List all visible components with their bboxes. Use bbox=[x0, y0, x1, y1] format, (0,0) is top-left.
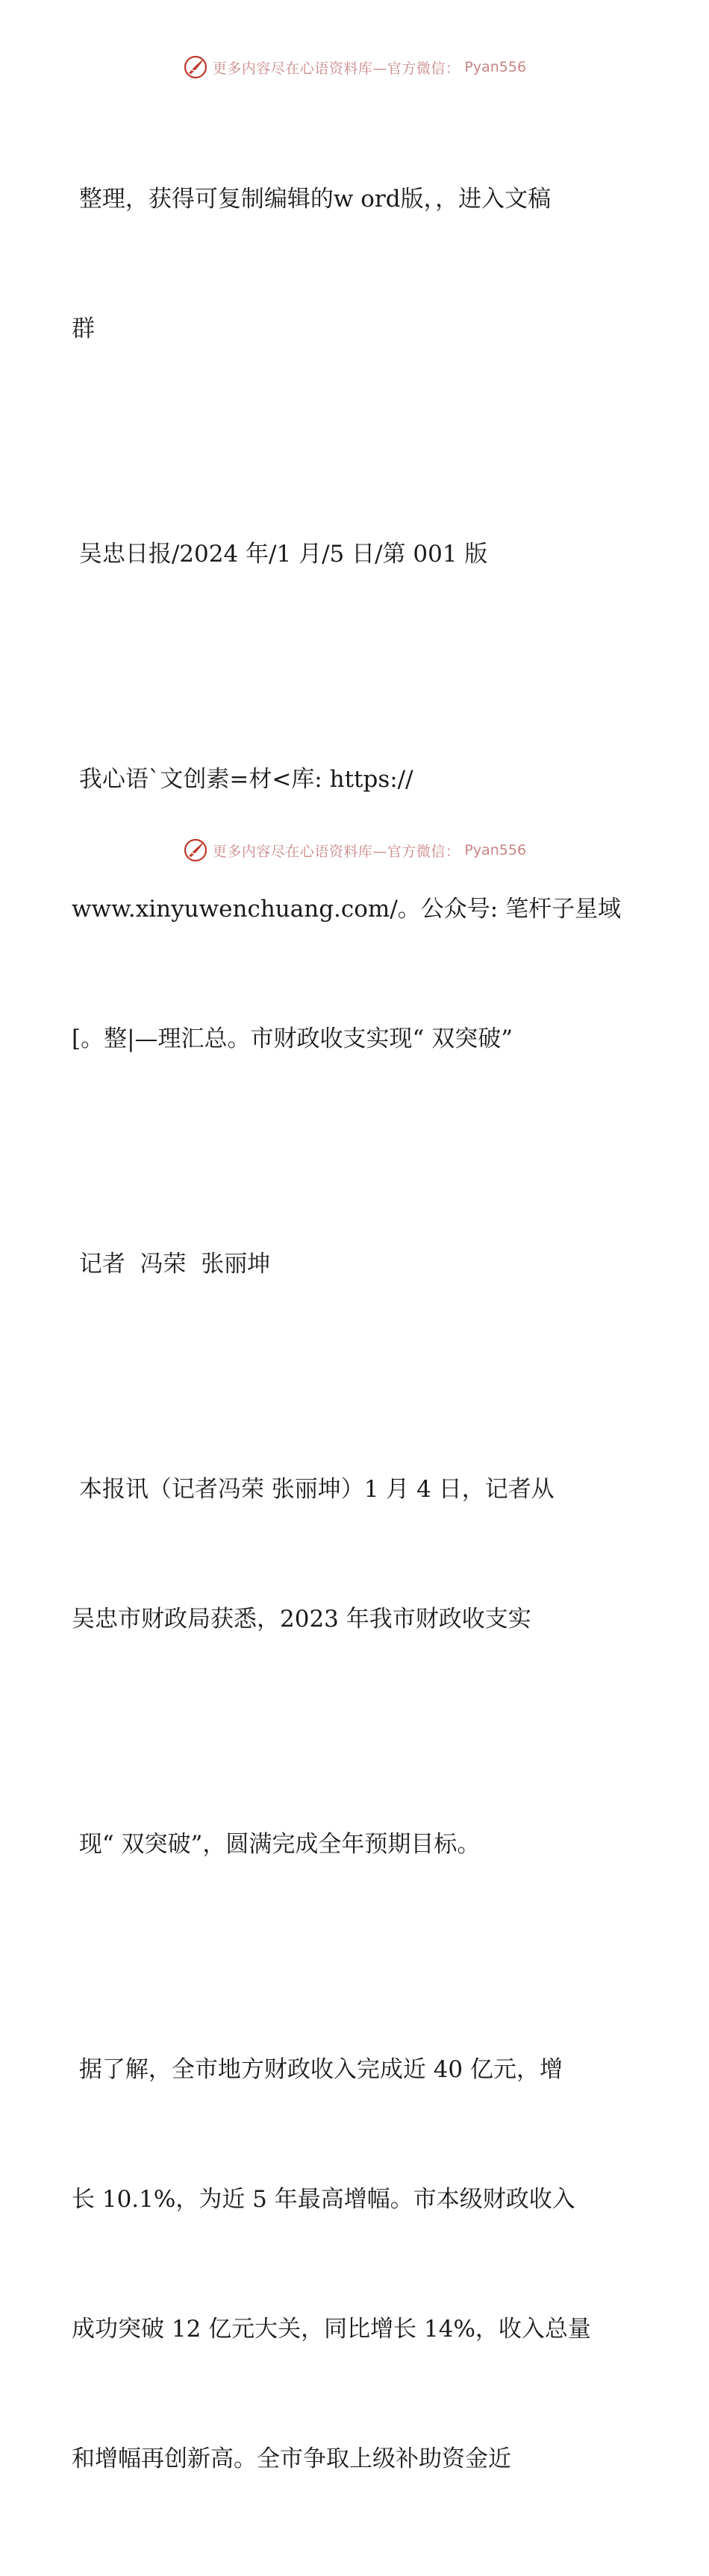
paragraph-details bbox=[72, 1961, 639, 2567]
quill-logo-icon bbox=[183, 838, 208, 863]
watermark-wechat-id: Pyan556 bbox=[464, 59, 527, 75]
text-line: www.xinyuwenchuang.com/。公众号: 笔杆子星域 bbox=[72, 896, 622, 923]
text-line: 吴忠日报/2024 年/1 月/5 日/第 001 版 bbox=[72, 541, 488, 568]
document-body bbox=[72, 91, 639, 2576]
text-line: 成功突破 12 亿元大关，同比增长 14%，收入总量 bbox=[72, 2316, 591, 2343]
text-line: 我心语`文创素=材<库: https:// bbox=[72, 766, 413, 793]
text-line: 长 10.1%，为近 5 年最高增幅。市本级财政收入 bbox=[72, 2186, 575, 2213]
paragraph-intro bbox=[72, 91, 639, 437]
paragraph-lead bbox=[72, 1381, 639, 1727]
quill-logo-icon bbox=[183, 54, 208, 80]
text-line: 吴忠市财政局获悉，2023 年我市财政收支实 bbox=[72, 1606, 531, 1633]
watermark-wechat-id: Pyan556 bbox=[464, 842, 527, 858]
header-watermark bbox=[0, 52, 709, 82]
text-line: 现“ 双突破”，圆满完成全年预期目标。 bbox=[72, 1831, 481, 1858]
paragraph-source bbox=[72, 446, 639, 662]
text-line: 整理，获得可复制编辑的w ord版，，进入文稿 bbox=[72, 186, 552, 213]
paragraph-headline bbox=[72, 671, 639, 1147]
text-line: [。整|—理汇总。市财政收支实现“ 双突破” bbox=[72, 1025, 513, 1052]
paragraph-lead-cont bbox=[72, 1736, 639, 1953]
text-line: 本报讯（记者冯荣 张丽坤）1 月 4 日，记者从 bbox=[72, 1476, 555, 1503]
watermark-text: 更多内容尽在心语资料库—官方微信： bbox=[212, 60, 460, 77]
text-line: 记者 冯荣 张丽坤 bbox=[72, 1251, 271, 1278]
text-line: 和增幅再创新高。全市争取上级补助资金近 bbox=[72, 2445, 511, 2472]
paragraph-byline bbox=[72, 1156, 639, 1372]
watermark-text: 更多内容尽在心语资料库—官方微信： bbox=[212, 843, 460, 860]
footer-watermark bbox=[0, 835, 709, 865]
text-line: 据了解，全市地方财政收入完成近 40 亿元，增 bbox=[72, 2056, 563, 2083]
text-line: 群 bbox=[72, 315, 95, 342]
